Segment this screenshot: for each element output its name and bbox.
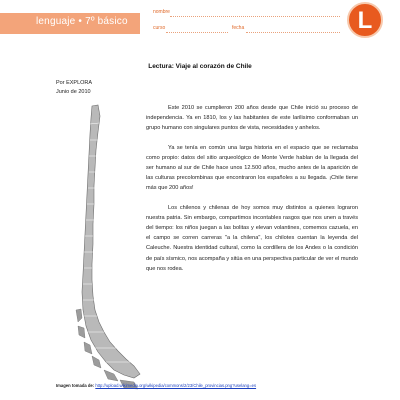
article-date: Junio de 2010 [56,89,91,95]
chile-map-image [54,104,150,394]
image-caption [56,383,256,388]
subject-label: lenguaje • 7º básico [36,16,128,27]
logo-letter: L [357,7,373,34]
page-title: Lectura: Viaje al corazón de Chile [148,63,252,70]
nombre-label: nombre [153,9,170,15]
fecha-line [246,32,340,33]
caption-link[interactable]: http://upload.wikimedia.org/wikipedia/commons/2/23/Chile_provincias.png?uselang=es [95,383,257,388]
subject-band [0,13,140,34]
subject-logo [347,2,383,38]
fecha-label: fecha [232,25,245,31]
worksheet-header [0,0,400,44]
curso-label: curso [153,25,166,31]
chile-map-outline [82,105,140,378]
article-body [146,103,358,283]
caption-prefix: Imagen tomada de: [56,383,95,388]
nombre-line [170,16,340,17]
article-author: Por EXPLORA [56,80,93,86]
article-paragraph: Los chilenos y chilenas de hoy somos muy distintos a quienes lograron nuestra patria. Sin embargo, compartimos incontables rasgos que nos unen a través del tiempo: los niños juegan a las bolitas y elevan volantines, comemos cazuela, en el campo se corren carreras "a la chilena", los chilotes cuentan la leyenda del Caleuche. Nuestra identidad cultural, como la cordillera de los Andes o la condición de país sísmico, nos acompaña y sitúa en una perspectiva particular de ver el mundo que nos rodea. [146,204,358,272]
article-paragraph: Ya se tenía en común una larga historia en el espacio que se reclamaba como propio: datos del sitio arqueológico de Monte Verde hablan de la llegada del ser humano al sur de Chile hace unos 12.500 años, mucho antes de la aparición de las culturas precolombinas que encontraron los españoles a su llegada. ¡Chile tiene más que 200 años! [146,144,358,192]
curso-line [166,32,228,33]
article-paragraph: Este 2010 se cumplieron 200 años desde que Chile inició su proceso de independencia. Ya en 1810, los y las habitantes de este larilisimo conformaban un grupo humano con singulares puntos de vista, necesidades y anhelos. [146,105,358,132]
